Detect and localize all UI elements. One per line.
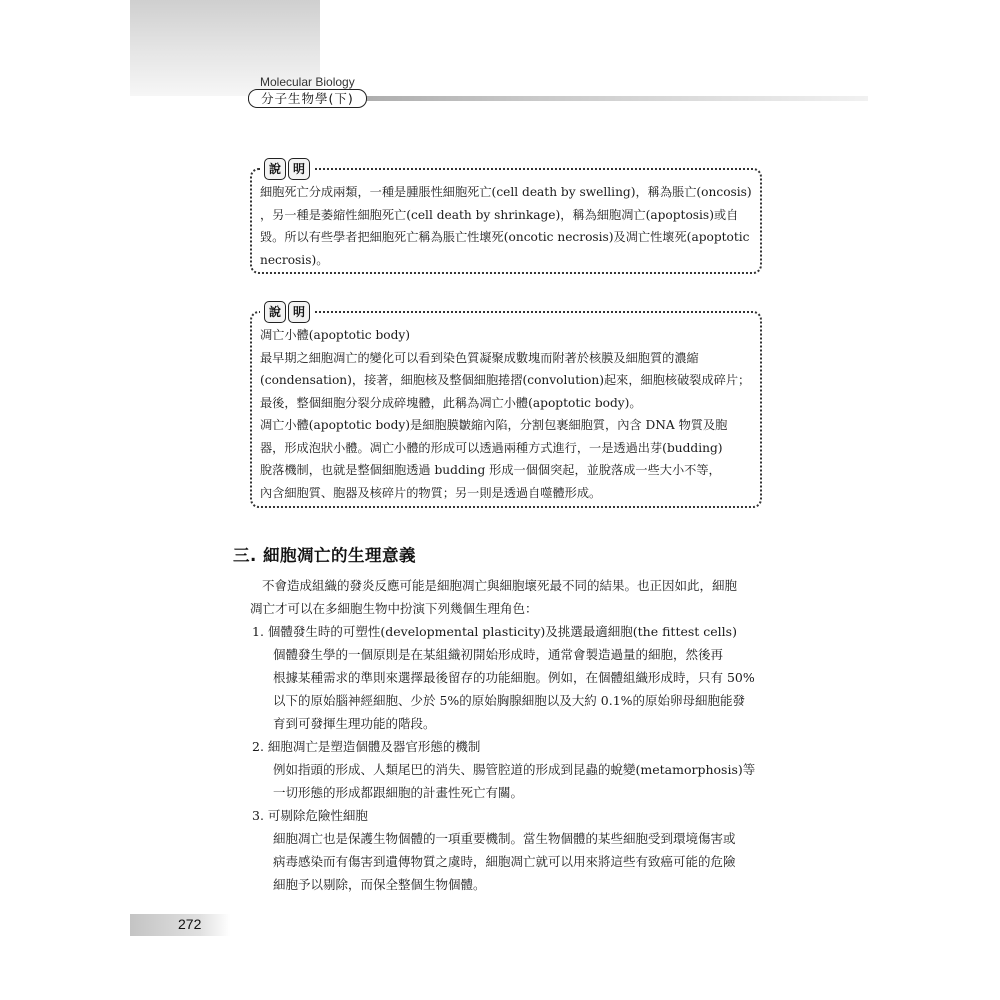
note-line: 毀。所以有些學者把細胞死亡稱為脹亡性壞死(oncotic necrosis)及凋亡性壞死(apoptotic [260,230,750,244]
note-text [260,181,752,271]
note-line: 細胞死亡分成兩類，一種是腫脹性細胞死亡(cell death by swelling)，稱為脹亡(oncosis) [260,185,752,199]
section-heading: 三. 細胞凋亡的生理意義 [233,546,417,565]
note-line: 脫落機制，也就是整個細胞透過 budding 形成一個個突起，並脫落成一些大小不等， [260,463,721,477]
intro-line: 不會造成組織的發炎反應可能是細胞凋亡與細胞壞死最不同的結果。也正因如此，細胞 [262,578,738,593]
note-line: ，另一種是萎縮性細胞死亡(cell death by shrinkage)，稱為細胞凋亡(apoptosis)或自 [260,207,739,222]
note-tag [260,158,314,180]
book-title-english: Molecular Biology [260,75,355,89]
note-line: (condensation)，接著，細胞核及整個細胞捲摺(convolution)起來，細胞核破裂成碎片； [260,373,751,387]
list-item-line: 例如指頭的形成、人類尾巴的消失、腸管腔道的形成到昆蟲的蛻變(metamorphosis)等 [273,762,756,777]
note-tag-char: 明 [288,301,310,323]
page-number: 272 [178,916,202,932]
note-line: 器，形成泡狀小體。凋亡小體的形成可以透過兩種方式進行，一是透過出芽(budding) [260,440,723,455]
list-item-heading: 3. 可剔除危險性細胞 [252,808,368,823]
note-line: 最早期之細胞凋亡的變化可以看到染色質凝聚成數塊而附著於核膜及細胞質的濃縮 [260,350,699,365]
note-tag-char: 明 [288,158,310,180]
list-item-line: 細胞凋亡也是保護生物個體的一項重要機制。當生物個體的某些細胞受到環境傷害或 [273,831,736,846]
list-item-line: 個體發生學的一個原則是在某組織初開始形成時，通常會製造過量的細胞，然後再 [273,647,724,662]
list-item-line: 以下的原始腦神經細胞、少於 5%的原始胸腺細胞以及大約 0.1%的原始卵母細胞能發 [273,693,746,708]
book-title-chinese: 分子生物學(下) [248,89,367,108]
note-text [260,324,752,504]
note-tag [260,301,314,323]
list-item-line: 根據某種需求的準則來選擇最後留存的功能細胞。例如，在個體組織形成時，只有 50% [273,670,755,685]
note-box-apoptotic-body [250,305,762,508]
note-line: 內含細胞質、胞器及核碎片的物質；另一則是透過自噬體形成。 [260,485,602,500]
list-item-heading: 2. 細胞凋亡是塑造個體及器官形態的機制 [252,739,481,754]
note-tag-char: 說 [264,158,286,180]
note-line: 最後，整個細胞分裂分成碎塊體，此稱為凋亡小體(apoptotic body)。 [260,395,642,410]
list-item-line: 育到可發揮生理功能的階段。 [273,716,436,731]
intro-line: 凋亡才可以在多細胞生物中扮演下列幾個生理角色： [250,601,538,616]
list-item-line: 病毒感染而有傷害到遺傳物質之虞時，細胞凋亡就可以用來將這些有致癌可能的危險 [273,854,736,869]
section-body [250,574,770,896]
list-item-line: 細胞予以剔除，而保全整個生物個體。 [273,877,486,892]
note-box-oncosis [250,162,762,274]
note-line: necrosis)。 [260,252,329,267]
list-item-heading: 1. 個體發生時的可塑性(developmental plasticity)及挑選最適細胞(the fittest cells) [252,624,737,639]
note-line: 凋亡小體(apoptotic body)是細胞膜皺縮內陷，分割包裹細胞質，內含 DNA 物質及胞 [260,418,728,432]
note-line: 凋亡小體(apoptotic body) [260,328,411,342]
note-tag-char: 說 [264,301,286,323]
list-item-line: 一切形態的形成都跟細胞的計畫性死亡有關。 [273,785,524,800]
